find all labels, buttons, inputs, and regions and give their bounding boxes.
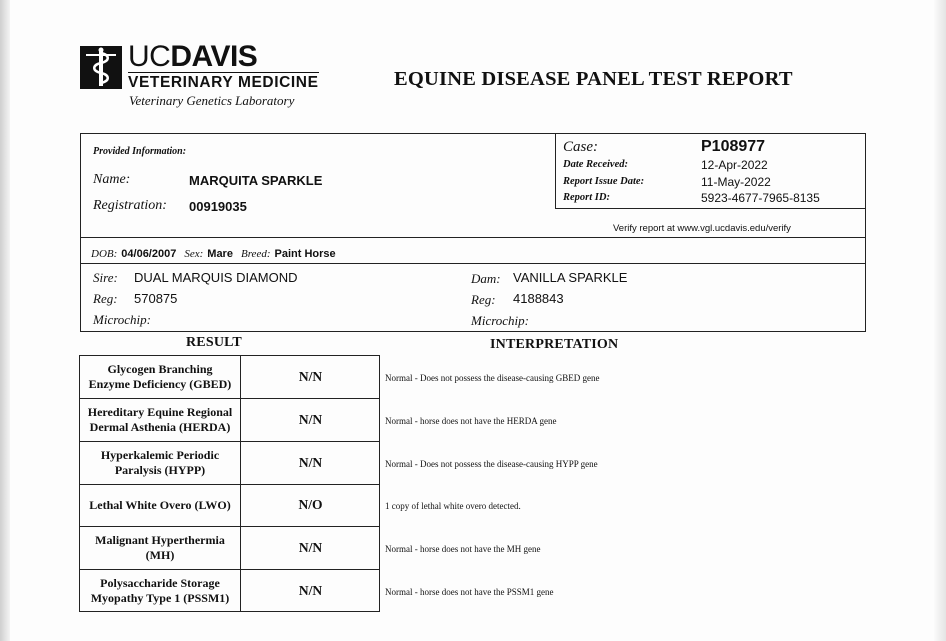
- interpretation-heading: INTERPRETATION: [490, 337, 619, 352]
- parentage-box: [80, 263, 866, 332]
- provided-info-heading: Provided Information:: [93, 146, 187, 157]
- registration-label: Registration:: [93, 198, 167, 213]
- breed-label: Breed:: [240, 248, 271, 260]
- case-label: Case:: [563, 139, 598, 155]
- report-title: EQUINE DISEASE PANEL TEST REPORT: [394, 68, 793, 90]
- provided-info-box: [80, 133, 866, 238]
- name-value: MARQUITA SPARKLE: [189, 173, 323, 188]
- issue-date-value: 11-May-2022: [701, 175, 771, 189]
- dam-reg-value: 4188843: [513, 291, 564, 306]
- test-name-line2: Dermal Asthenia (HERDA): [89, 419, 231, 434]
- verify-divider: [555, 208, 866, 209]
- test-name-line1: Polysaccharide Storage: [100, 575, 220, 590]
- test-name-pssm1: [80, 569, 240, 612]
- page-right-edge: [934, 0, 946, 641]
- logo-davis: DAVIS: [170, 40, 258, 73]
- animal-details: [91, 244, 336, 262]
- test-name-line2: Paralysis (HYPP): [114, 462, 206, 477]
- logo-school-name: VETERINARY MEDICINE: [128, 74, 319, 91]
- interpretation-pssm1: Normal - horse does not have the PSSM1 gene: [385, 587, 554, 597]
- test-name-line1: Hereditary Equine Regional: [87, 404, 233, 419]
- test-name-hypp: [80, 441, 240, 484]
- sire-value: DUAL MARQUIS DIAMOND: [134, 270, 298, 285]
- breed-value: Paint Horse: [274, 248, 336, 260]
- interpretation-hypp: Normal - Does not possess the disease-causing HYPP gene: [385, 459, 598, 469]
- test-name-line1: Glycogen Branching: [107, 362, 213, 376]
- dam-label: Dam:: [471, 271, 501, 286]
- logo-wordmark: [128, 40, 257, 74]
- logo-uc: UC: [128, 40, 171, 73]
- result-mh: N/N: [298, 539, 323, 555]
- dob-label: DOB:: [91, 248, 118, 260]
- result-hypp: N/N: [298, 454, 323, 470]
- result-gbed: N/N: [298, 369, 323, 384]
- dob-value: 04/06/2007: [121, 248, 177, 260]
- case-divider: [555, 134, 556, 208]
- test-name-line1: Hyperkalemic Periodic: [100, 447, 220, 462]
- interpretation-mh: Normal - horse does not have the MH gene: [385, 544, 541, 554]
- results-table: [79, 355, 380, 612]
- sex-value: Mare: [207, 248, 233, 260]
- test-name-line2: (MH): [145, 547, 175, 562]
- sex-label: Sex:: [184, 248, 204, 260]
- case-value: P108977: [701, 138, 766, 155]
- interpretation-lwo: 1 copy of lethal white overo detected.: [385, 501, 521, 511]
- result-heading: RESULT: [186, 335, 242, 350]
- registration-value: 00919035: [189, 199, 247, 214]
- date-received-value: 12-Apr-2022: [701, 158, 768, 172]
- report-id-label: Report ID:: [563, 192, 610, 203]
- report-id-value: 5923-4677-7965-8135: [701, 191, 820, 205]
- test-name-line1: Lethal White Overo (LWO): [89, 497, 231, 512]
- dam-value: VANILLA SPARKLE: [513, 270, 628, 285]
- sire-reg-label: Reg:: [93, 291, 118, 306]
- sire-label: Sire:: [93, 270, 118, 285]
- issue-date-label: Report Issue Date:: [563, 176, 645, 187]
- animal-info-strip: [80, 237, 866, 264]
- test-name-mh: [80, 526, 240, 569]
- dam-reg-label: Reg:: [471, 292, 496, 307]
- interpretation-herda: Normal - horse does not have the HERDA gene: [385, 416, 557, 426]
- test-name-lwo: [80, 484, 240, 526]
- sire-reg-value: 570875: [134, 291, 178, 306]
- test-name-herda: [80, 398, 240, 441]
- date-received-label: Date Received:: [563, 159, 629, 170]
- test-name-gbed: [80, 356, 240, 398]
- result-pssm1: N/N: [298, 582, 323, 598]
- result-herda: N/N: [298, 411, 323, 427]
- test-name-line2: Myopathy Type 1 (PSSM1): [90, 590, 230, 605]
- logo-lab-name: Veterinary Genetics Laboratory: [129, 93, 295, 108]
- test-name-line1: Malignant Hyperthermia: [95, 532, 225, 547]
- sire-microchip-label: Microchip:: [93, 312, 151, 327]
- result-lwo: N/O: [298, 497, 323, 512]
- test-name-line2: Enzyme Deficiency (GBED): [88, 377, 232, 391]
- page-left-shadow: [0, 0, 10, 641]
- dam-microchip-label: Microchip:: [471, 313, 529, 328]
- ucdavis-caduceus-logo-icon: [80, 46, 122, 89]
- interpretation-gbed: Normal - Does not possess the disease-causing GBED gene: [385, 373, 600, 383]
- verify-link[interactable]: Verify report at www.vgl.ucdavis.edu/verify: [613, 223, 791, 234]
- name-label: Name:: [93, 172, 131, 187]
